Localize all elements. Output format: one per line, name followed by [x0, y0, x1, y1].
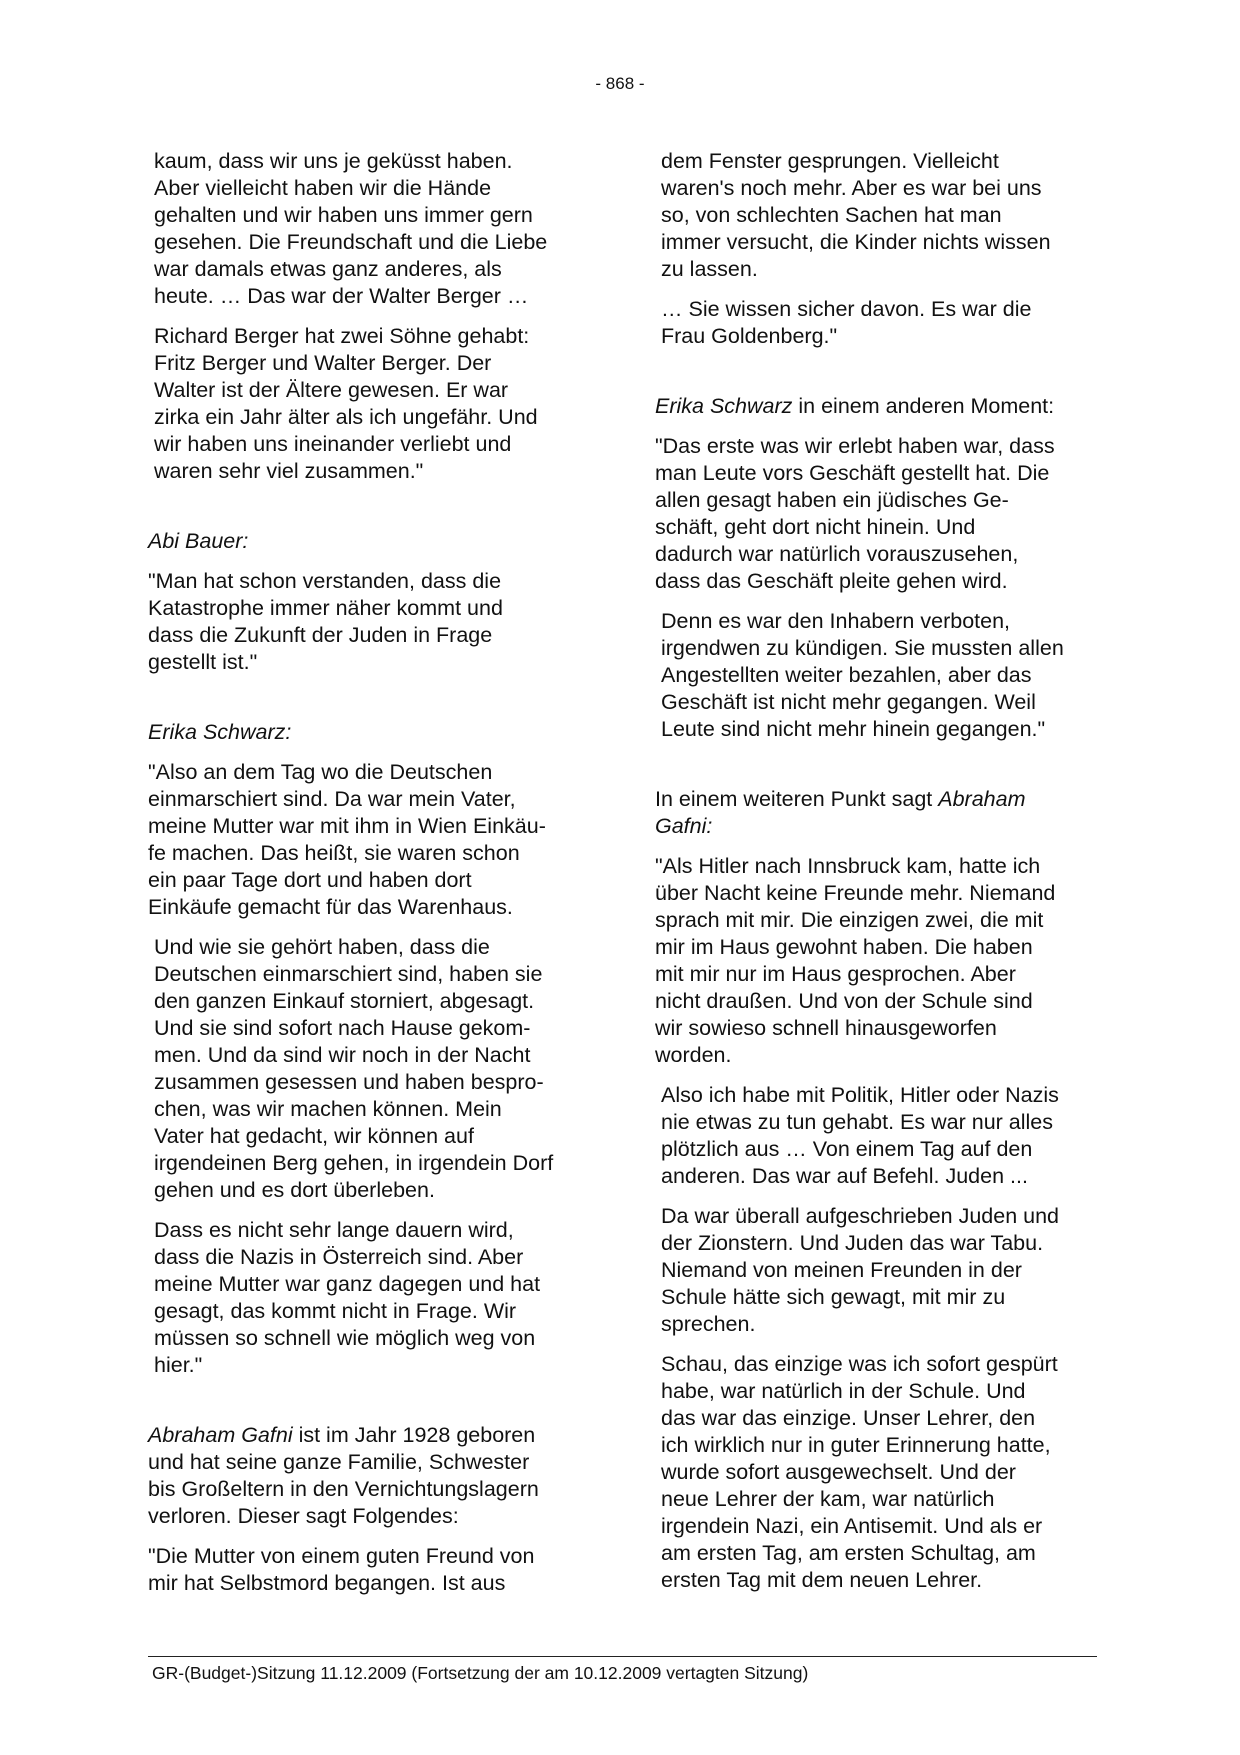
- quote: "Das erste was wir erlebt haben war, dass man Leute vors Geschäft gestellt hat. Die allen gesagt haben ein jüdisches Ge- schäft, geht dort nicht hinein. Und dadurch war natürlich vorauszusehen, dass das Geschäft pleite gehen wird.: [655, 434, 1055, 593]
- quote: dem Fenster gesprungen. Vielleicht waren's noch mehr. Aber es war bei uns so, von schlechten Sachen hat man immer versucht, die Kinder nichts wissen zu lassen.: [661, 149, 1051, 281]
- quote: "Also an dem Tag wo die Deutschen einmarschiert sind. Da war mein Vater, meine Mutter war mit ihm in Wien Einkäu- fe machen. Das heißt, sie waren schon ein paar Tage dort und haben dort Einkäufe gemacht für das Warenhaus.: [148, 760, 546, 919]
- quote: Da war überall aufgeschrieben Juden und der Zionstern. Und Juden das war Tabu. Niemand von meinen Freunden in der Schule hätte sich gewagt, mit mir zu sprechen.: [661, 1204, 1060, 1336]
- quote: Also ich habe mit Politik, Hitler oder Nazis nie etwas zu tun gehabt. Es war nur alles plötzlich aus … Von einem Tag auf den anderen. Das war auf Befehl. Juden ...: [661, 1083, 1059, 1188]
- footer-divider: [148, 1656, 1097, 1657]
- intro-paragraph: Abraham Gafni ist im Jahr 1928 geboren und hat seine ganze Familie, Schwester bis Großeltern in den Vernichtungslagern verloren. Dieser sagt Folgendes:: [148, 1423, 539, 1528]
- quote: "Die Mutter von einem guten Freund von mir hat Selbstmord begangen. Ist aus: [148, 1544, 535, 1595]
- speaker-label: Abi Bauer:: [148, 529, 249, 553]
- paragraph: Richard Berger hat zwei Söhne gehabt: Fritz Berger und Walter Berger. Der Walter ist der Ältere gewesen. Er war zirka ein Jahr älter als ich ungefähr. Und wir haben uns ineinander verliebt und waren sehr viel zusammen.": [154, 324, 538, 483]
- paragraph: kaum, dass wir uns je geküsst haben. Aber vielleicht haben wir die Hände gehalten und wir haben uns immer gern gesehen. Die Freundschaft und die Liebe war damals etwas ganz anderes, als heute. … Das war der Walter Berger …: [154, 149, 548, 308]
- quote: … Sie wissen sicher davon. Es war die Frau Goldenberg.": [661, 297, 1032, 348]
- speaker-label: Erika Schwarz in einem anderen Moment:: [655, 394, 1055, 418]
- speaker-label: Erika Schwarz:: [148, 720, 292, 744]
- quote: Schau, das einzige was ich sofort gespürt habe, war natürlich in der Schule. Und das war das einzige. Unser Lehrer, den ich wirklich nur in guter Erinnerung hatte, wurde sofort ausgewechselt. Und der neue Lehrer der kam, war natürlich irgendein Nazi, ein Antisemit. Und als er am ersten Tag, am ersten Schultag, am ersten Tag mit dem neuen Lehrer.: [661, 1352, 1058, 1592]
- quote: Denn es war den Inhabern verboten, irgendwen zu kündigen. Sie mussten allen Angestellten weiter bezahlen, aber das Geschäft ist nicht mehr gegangen. Weil Leute sind nicht mehr hinein gegangen.": [661, 609, 1064, 741]
- footer: GR-(Budget-)Sitzung 11.12.2009 (Fortsetzung der am 10.12.2009 vertagten Sitzung): [152, 1663, 809, 1683]
- left-column: [148, 148, 588, 1597]
- quote: "Als Hitler nach Innsbruck kam, hatte ich über Nacht keine Freunde mehr. Niemand sprach mit mir. Die einzigen zwei, die mit mir im Haus gewohnt haben. Die haben mit mir nur im Haus gesprochen. Aber nicht draußen. Und von der Schule sind wir sowieso schnell hinausgeworfen worden.: [655, 854, 1056, 1067]
- quote: "Man hat schon verstanden, dass die Katastrophe immer näher kommt und dass die Zukunft der Juden in Frage gestellt ist.": [148, 569, 503, 674]
- quote: Und wie sie gehört haben, dass die Deutschen einmarschiert sind, haben sie den ganzen Einkauf storniert, abgesagt. Und sie sind sofort nach Hause gekom- men. Und da sind wir noch in der Nacht zusammen gesessen und haben bespro- chen, was wir machen können. Mein Vater hat gedacht, wir können auf irgendeinen Berg gehen, in irgendein Dorf gehen und es dort überleben.: [154, 935, 554, 1202]
- quote: Dass es nicht sehr lange dauern wird, dass die Nazis in Österreich sind. Aber meine Mutter war ganz dagegen und hat gesagt, das kommt nicht in Frage. Wir müssen so schnell wie möglich weg von hier.": [154, 1218, 541, 1377]
- page-number: - 868 -: [595, 74, 645, 93]
- right-column: [655, 148, 1095, 1594]
- intro-paragraph: In einem weiteren Punkt sagt Abraham Gafni:: [655, 787, 1026, 838]
